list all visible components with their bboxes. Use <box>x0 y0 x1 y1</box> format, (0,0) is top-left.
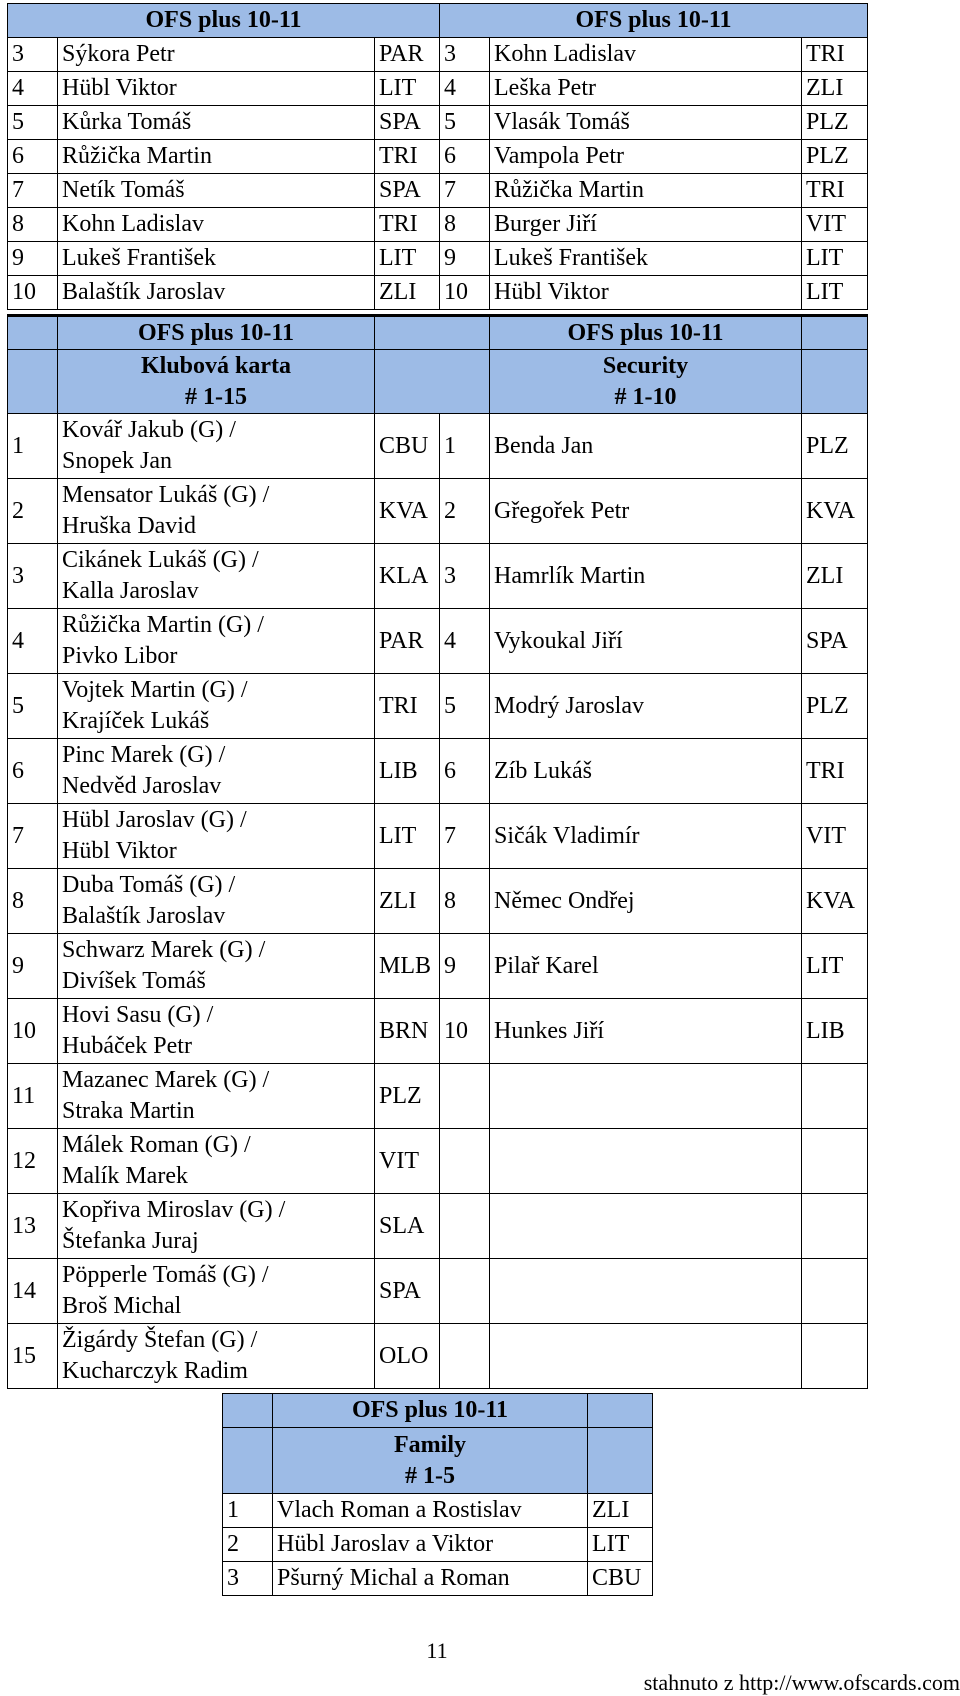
table-row <box>8 934 868 999</box>
card-number: 2 <box>223 1528 273 1562</box>
goalie-name: Pöpperle Tomáš (G) / <box>62 1262 269 1288</box>
club-code <box>802 1324 868 1389</box>
goalie-name: Mensator Lukáš (G) / <box>62 482 270 508</box>
club-code: ZLI <box>802 72 868 106</box>
card-number: 5 <box>8 106 58 140</box>
goalie-name: Pinc Marek (G) / <box>62 742 226 768</box>
player-pair-cell <box>58 1259 375 1324</box>
player-pair-cell <box>58 1324 375 1389</box>
card-number: 7 <box>440 804 490 869</box>
player-pair-cell <box>58 479 375 544</box>
club-code: VIT <box>802 804 868 869</box>
family-range: # 1-5 <box>405 1462 455 1489</box>
card-number: 7 <box>8 804 58 869</box>
header-blank-cell <box>375 350 490 414</box>
club-code: ZLI <box>588 1494 653 1528</box>
club-code: LIT <box>802 276 868 310</box>
club-code: SLA <box>375 1194 440 1259</box>
player-name: Hübl Viktor <box>490 276 802 310</box>
card-number: 9 <box>8 934 58 999</box>
source-link[interactable]: stahnuto z http://www.ofscards.com <box>643 1670 960 1695</box>
table-row <box>8 869 868 934</box>
table-row <box>8 174 868 208</box>
club-code: PLZ <box>802 414 868 479</box>
club-code <box>802 1129 868 1194</box>
table-row <box>8 140 868 174</box>
goalie-name: Duba Tomáš (G) / <box>62 872 236 898</box>
goalie-name: Žigárdy Štefan (G) / <box>62 1327 258 1353</box>
card-number: 14 <box>8 1259 58 1324</box>
card-number: 8 <box>8 869 58 934</box>
goalie-name: Mazanec Marek (G) / <box>62 1067 270 1093</box>
player-name: Růžička Martin <box>58 140 375 174</box>
club-code: TRI <box>375 674 440 739</box>
klubova-karta-range: # 1-15 <box>185 383 247 410</box>
player-name: Hübl Viktor <box>58 72 375 106</box>
player-name: Hruška David <box>62 513 196 539</box>
player-name: Růžička Martin <box>490 174 802 208</box>
club-code: SPA <box>802 609 868 674</box>
player-name: Krajíček Lukáš <box>62 708 210 734</box>
goalie-name: Schwarz Marek (G) / <box>62 937 266 963</box>
table-row <box>8 1064 868 1129</box>
card-number: 2 <box>8 479 58 544</box>
club-code: PAR <box>375 38 440 72</box>
top-right-header: OFS plus 10-11 <box>440 4 868 38</box>
top-cards-table <box>7 3 868 310</box>
card-number: 10 <box>8 999 58 1064</box>
club-code: VIT <box>375 1129 440 1194</box>
club-code: SPA <box>375 174 440 208</box>
player-pair-cell <box>58 739 375 804</box>
player-name: Hamrlík Martin <box>490 544 802 609</box>
player-name: Kucharczyk Radim <box>62 1358 248 1384</box>
player-name: Malík Marek <box>62 1163 188 1189</box>
card-number: 7 <box>8 174 58 208</box>
table-row <box>8 1259 868 1324</box>
club-code: ZLI <box>375 276 440 310</box>
club-code <box>802 1064 868 1129</box>
card-number <box>440 1194 490 1259</box>
player-name: Hubáček Petr <box>62 1033 192 1059</box>
player-name: Modrý Jaroslav <box>490 674 802 739</box>
player-name: Benda Jan <box>490 414 802 479</box>
family-title-cell <box>273 1428 588 1494</box>
card-number: 10 <box>8 276 58 310</box>
player-name: Zíb Lukáš <box>490 739 802 804</box>
player-name <box>490 1129 802 1194</box>
player-name: Burger Jiří <box>490 208 802 242</box>
player-name <box>490 1064 802 1129</box>
goalie-name: Cikánek Lukáš (G) / <box>62 547 259 573</box>
player-name: Divíšek Tomáš <box>62 968 206 994</box>
header-blank-cell <box>802 316 868 350</box>
club-code: TRI <box>802 739 868 804</box>
player-name: Kohn Ladislav <box>490 38 802 72</box>
card-number: 3 <box>440 38 490 72</box>
player-name: Kohn Ladislav <box>58 208 375 242</box>
club-code: PLZ <box>802 140 868 174</box>
table-row <box>8 242 868 276</box>
table-row <box>223 1494 653 1528</box>
club-code: MLB <box>375 934 440 999</box>
family-table <box>222 1393 653 1596</box>
club-code: OLO <box>375 1324 440 1389</box>
club-code: LIT <box>802 242 868 276</box>
goalie-name: Vojtek Martin (G) / <box>62 677 248 703</box>
player-pair-cell <box>58 1064 375 1129</box>
table-row <box>8 208 868 242</box>
table-row <box>8 479 868 544</box>
card-number: 1 <box>8 414 58 479</box>
goalie-name: Kopřiva Miroslav (G) / <box>62 1197 286 1223</box>
card-number: 6 <box>8 140 58 174</box>
club-code: SPA <box>375 1259 440 1324</box>
klubova-karta-title-cell <box>58 350 375 414</box>
family-header: OFS plus 10-11 <box>273 1394 588 1428</box>
card-number: 8 <box>440 208 490 242</box>
player-name: Štefanka Juraj <box>62 1228 199 1254</box>
table-row <box>8 1194 868 1259</box>
player-name: Netík Tomáš <box>58 174 375 208</box>
club-code: LIB <box>375 739 440 804</box>
player-name: Pivko Libor <box>62 643 178 669</box>
club-code: BRN <box>375 999 440 1064</box>
table-row <box>8 804 868 869</box>
player-pair-cell <box>58 934 375 999</box>
table-row <box>8 609 868 674</box>
table-row <box>223 1562 653 1596</box>
club-code: LIB <box>802 999 868 1064</box>
club-code: CBU <box>588 1562 653 1596</box>
table-row <box>8 106 868 140</box>
card-number: 9 <box>8 242 58 276</box>
table-row <box>8 276 868 310</box>
club-code: TRI <box>375 208 440 242</box>
security-header: OFS plus 10-11 <box>490 316 802 350</box>
club-code: CBU <box>375 414 440 479</box>
card-number: 15 <box>8 1324 58 1389</box>
card-number: 8 <box>440 869 490 934</box>
table-row <box>8 544 868 609</box>
player-pair-cell <box>58 544 375 609</box>
player-name: Leška Petr <box>490 72 802 106</box>
klubova-karta-title: Klubová karta <box>140 352 292 379</box>
table-row <box>8 1129 868 1194</box>
player-name: Sýkora Petr <box>58 38 375 72</box>
card-number: 8 <box>8 208 58 242</box>
card-number: 3 <box>223 1562 273 1596</box>
klubova-karta-header: OFS plus 10-11 <box>58 316 375 350</box>
card-number: 2 <box>440 479 490 544</box>
goalie-name: Kovář Jakub (G) / <box>62 417 236 443</box>
player-pair-cell <box>58 674 375 739</box>
table-row <box>8 1324 868 1389</box>
card-number: 1 <box>223 1494 273 1528</box>
player-name: Balaštík Jaroslav <box>58 276 375 310</box>
goalie-name: Hovi Sasu (G) / <box>62 1002 214 1028</box>
player-name: Kalla Jaroslav <box>62 578 199 604</box>
card-number <box>440 1324 490 1389</box>
goalie-name: Hübl Jaroslav (G) / <box>62 807 247 833</box>
player-pair-cell <box>58 804 375 869</box>
security-title: Security <box>602 352 689 379</box>
card-number: 10 <box>440 276 490 310</box>
card-number: 3 <box>440 544 490 609</box>
table-row <box>8 414 868 479</box>
klubova-karta-security-table <box>7 314 868 1389</box>
player-name: Balaštík Jaroslav <box>62 903 226 929</box>
club-code: LIT <box>802 934 868 999</box>
club-code: KVA <box>802 869 868 934</box>
player-name: Nedvěd Jaroslav <box>62 773 222 799</box>
family-name: Pšurný Michal a Roman <box>273 1562 588 1596</box>
player-pair-cell <box>58 869 375 934</box>
card-number: 4 <box>8 72 58 106</box>
club-code: PLZ <box>802 674 868 739</box>
table-row <box>8 674 868 739</box>
card-number: 5 <box>440 674 490 739</box>
player-name <box>490 1324 802 1389</box>
player-name: Hübl Viktor <box>62 838 177 864</box>
header-blank-cell <box>223 1428 273 1494</box>
card-number: 9 <box>440 934 490 999</box>
card-number: 4 <box>440 72 490 106</box>
player-name: Němec Ondřej <box>490 869 802 934</box>
card-number: 7 <box>440 174 490 208</box>
player-name: Broš Michal <box>62 1293 182 1319</box>
player-name: Snopek Jan <box>62 448 172 474</box>
club-code: VIT <box>802 208 868 242</box>
club-code: PLZ <box>375 1064 440 1129</box>
table-row <box>223 1528 653 1562</box>
club-code: KVA <box>375 479 440 544</box>
card-number: 12 <box>8 1129 58 1194</box>
club-code: LIT <box>375 804 440 869</box>
page-number: 11 <box>426 1638 448 1663</box>
player-name: Lukeš František <box>58 242 375 276</box>
player-name: Sičák Vladimír <box>490 804 802 869</box>
card-number: 11 <box>8 1064 58 1129</box>
player-name: Hunkes Jiří <box>490 999 802 1064</box>
player-name: Vampola Petr <box>490 140 802 174</box>
player-name <box>490 1194 802 1259</box>
card-number: 1 <box>440 414 490 479</box>
security-range: # 1-10 <box>614 383 677 410</box>
card-number: 10 <box>440 999 490 1064</box>
club-code: TRI <box>802 38 868 72</box>
security-title-cell <box>490 350 802 414</box>
card-number: 3 <box>8 38 58 72</box>
player-pair-cell <box>58 999 375 1064</box>
player-pair-cell <box>58 609 375 674</box>
card-number <box>440 1064 490 1129</box>
player-name: Vykoukal Jiří <box>490 609 802 674</box>
club-code: LIT <box>375 242 440 276</box>
card-number: 9 <box>440 242 490 276</box>
club-code: LIT <box>588 1528 653 1562</box>
header-blank-cell <box>8 316 58 350</box>
top-left-header: OFS plus 10-11 <box>8 4 440 38</box>
card-number: 13 <box>8 1194 58 1259</box>
player-name: Lukeš František <box>490 242 802 276</box>
card-number: 6 <box>440 739 490 804</box>
table-row <box>8 72 868 106</box>
header-blank-cell <box>8 350 58 414</box>
player-pair-cell <box>58 414 375 479</box>
player-name <box>490 1259 802 1324</box>
header-blank-cell <box>588 1394 653 1428</box>
table-row <box>8 739 868 804</box>
player-pair-cell <box>58 1129 375 1194</box>
club-code: ZLI <box>375 869 440 934</box>
club-code: LIT <box>375 72 440 106</box>
card-number: 3 <box>8 544 58 609</box>
family-name: Vlach Roman a Rostislav <box>273 1494 588 1528</box>
club-code: PLZ <box>802 106 868 140</box>
card-number: 5 <box>8 674 58 739</box>
family-name: Hübl Jaroslav a Viktor <box>273 1528 588 1562</box>
club-code: TRI <box>802 174 868 208</box>
header-blank-cell <box>802 350 868 414</box>
player-pair-cell <box>58 1194 375 1259</box>
player-name: Pilař Karel <box>490 934 802 999</box>
card-number: 5 <box>440 106 490 140</box>
card-number: 6 <box>8 739 58 804</box>
header-blank-cell <box>588 1428 653 1494</box>
player-name: Kůrka Tomáš <box>58 106 375 140</box>
family-title: Family <box>394 1431 466 1458</box>
club-code: KLA <box>375 544 440 609</box>
player-name: Vlasák Tomáš <box>490 106 802 140</box>
club-code: ZLI <box>802 544 868 609</box>
club-code: PAR <box>375 609 440 674</box>
player-name: Gřegořek Petr <box>490 479 802 544</box>
club-code: TRI <box>375 140 440 174</box>
player-name: Straka Martin <box>62 1098 195 1124</box>
table-row <box>8 38 868 72</box>
card-number: 6 <box>440 140 490 174</box>
card-number <box>440 1259 490 1324</box>
card-number: 4 <box>440 609 490 674</box>
table-row <box>8 999 868 1064</box>
header-blank-cell <box>375 316 490 350</box>
club-code <box>802 1194 868 1259</box>
club-code: SPA <box>375 106 440 140</box>
club-code <box>802 1259 868 1324</box>
club-code: KVA <box>802 479 868 544</box>
header-blank-cell <box>223 1394 273 1428</box>
goalie-name: Málek Roman (G) / <box>62 1132 251 1158</box>
goalie-name: Růžička Martin (G) / <box>62 612 264 638</box>
card-number: 4 <box>8 609 58 674</box>
card-number <box>440 1129 490 1194</box>
